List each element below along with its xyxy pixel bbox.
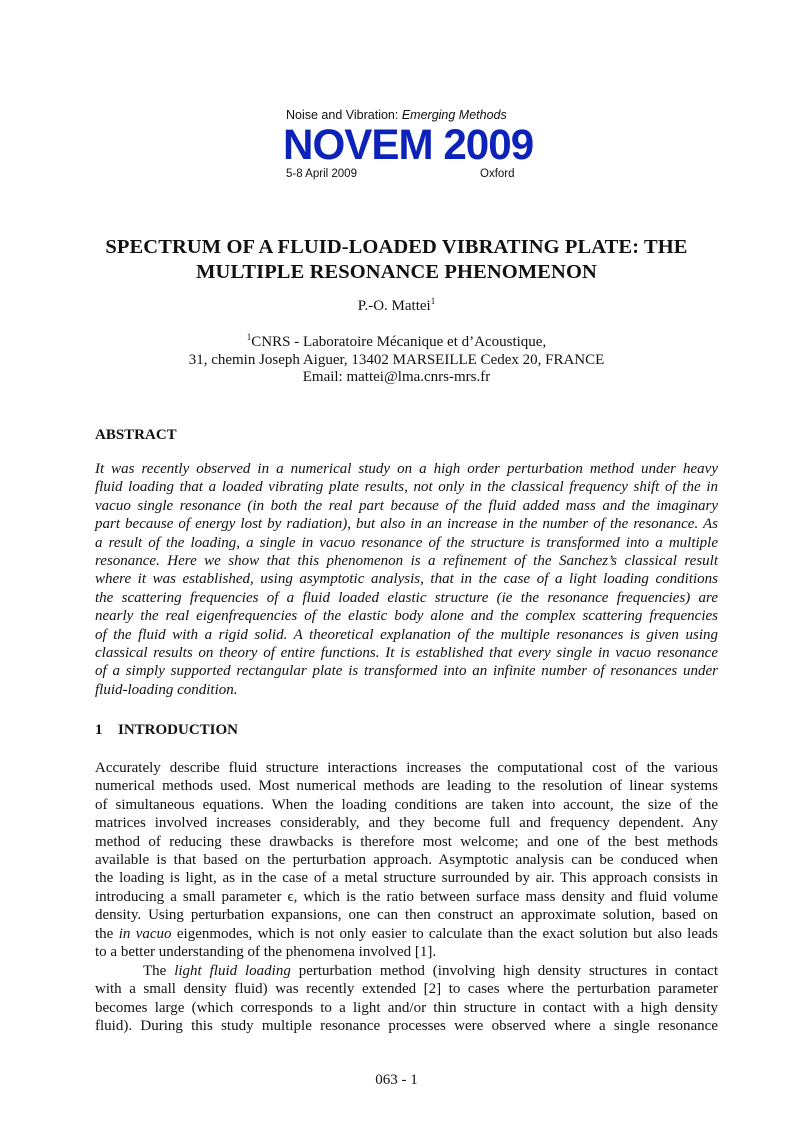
conference-place: Oxford [480,168,515,180]
text-line: resonance. Here we show that this phenomenon is a refinement of the Sanchez’s classical result [95,552,718,569]
text-line: density. Using perturbation expansions, one can then construct an approximate solution, based on [95,907,718,924]
conference-logo [283,108,534,183]
text-line: of a simply supported rectangular plate is transformed into an infinite number of resonances under [95,663,718,680]
text-line: It was recently observed in a numerical study on a high order perturbation method under heavy [95,461,718,477]
title-line: MULTIPLE RESONANCE PHENOMENON [196,261,597,283]
text-line: matrices involved increases considerably, and they become full and frequency dependent. Any [95,815,718,832]
conference-series: Noise and Vibration: Emerging Methods [286,108,507,122]
text-line: vacuo single resonance (in both the real part because of the fluid added mass and the imaginary [95,497,718,514]
text-line: Accurately describe fluid structure interactions increases the computational cost of the various [95,760,718,776]
title-line: SPECTRUM OF A FLUID-LOADED VIBRATING PLATE: THE [105,236,688,258]
text-line: the loading is light, as in the case of a metal structure surrounded by air. This approach consists in [95,870,718,887]
text-line: of simultaneous equations. When the loading conditions are taken into account, the size of the [95,796,718,813]
conference-date: 5-8 April 2009 [286,168,357,180]
text-line: to a better understanding of the phenomena involved [1]. [95,943,437,960]
text-line: the in vacuo eigenmodes, which is not only easier to calculate than the exact solution but also leads [95,925,719,942]
text-line: of the fluid with a rigid solid. A theoretical explanation of the multiple resonances is given using [95,626,718,643]
text-line: classical results on theory of entire functions. It is established that every single in vacuo resonance [95,644,718,661]
text-line: part because of energy lost by radiation), but also in an increase in the number of the resonance. As [95,516,718,533]
text-line: nearly the real eigenfrequencies of the elastic body alone and the complex scattering frequencies [95,608,718,625]
text-line: with a small density fluid) was recently extended [2] to cases where the perturbation parameter [95,981,718,998]
text-line: method of reducing these drawbacks is therefore most welcome; and one of the best methods [95,833,718,850]
introduction-paragraph-2 [95,962,718,1036]
author-affiliation: $^1$CNRS - Laboratoire Mécanique et d’Acoustique, 31, chemin Joseph Aiguer, 13402 MARSEILLE Cedex 20, FRANCE Email: mattei@lma.cnrs-mrs.fr [0,334,793,387]
text-line: a result of the loading, a single in vacuo resonance of the structure is transformed into a multiple [95,534,718,551]
page-number: 063 - 1 [375,1072,418,1088]
abstract-body [95,460,718,699]
text-line: fluid loading that a loaded vibrating plate results, not only in the classical frequency shift of the in [95,479,718,496]
conference-name: NOVEM 2009 [283,121,534,169]
text-line: The light fluid loading perturbation method (involving high density structures in contact [143,963,719,979]
text-line: fluid). During this study multiple resonance processes were observed where a single resonance [95,1018,718,1035]
abstract-heading: ABSTRACT [95,427,177,443]
author-name: P.-O. Mattei$^1$ [357,296,436,314]
paper-title [60,235,733,285]
text-line: the scattering frequencies of a fluid loaded elastic structure (ie the resonance frequencies) are [95,589,718,606]
text-line: introducing a small parameter ϵ, which is the ratio between surface mass density and fluid volume [95,888,718,905]
section-heading-introduction: 1 INTRODUCTION [95,722,239,738]
introduction-paragraph-1 [95,759,718,961]
text-line: becomes large (which corresponds to a light and/or thin structure in contact with a high density [95,999,718,1016]
text-line: fluid-loading condition. [95,681,238,698]
author-email: Email: mattei@lma.cnrs-mrs.fr [302,369,491,385]
text-line: numerical methods used. Most numerical methods are leading to the resolution of linear systems [95,778,718,795]
text-line: available is that based on the perturbation approach. Asymptotic analysis can be conduced when [95,851,718,868]
text-line: where it was established, using asymptotic analysis, that in the case of a light loading conditions [95,571,718,588]
